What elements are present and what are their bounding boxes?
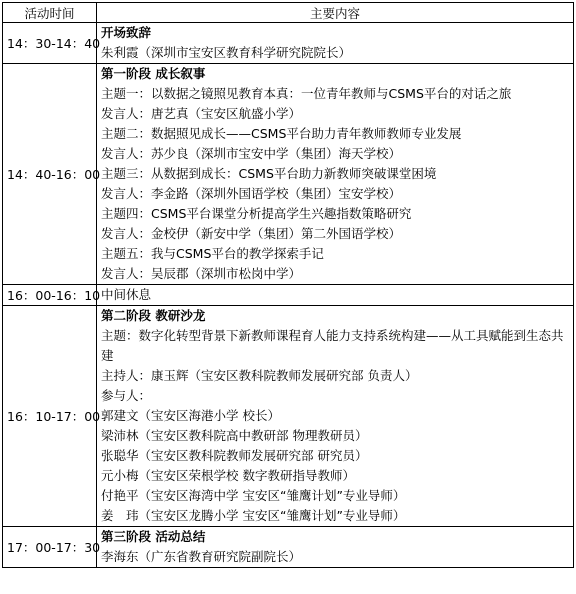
content-cell xyxy=(97,64,574,285)
content-line: 朱利霞（深圳市宝安区教育科学研究院院长） xyxy=(101,45,352,60)
participant-line: 付艳平（宝安区海湾中学 宝安区“雏鹰计划”专业导师） xyxy=(101,488,406,503)
content-line: 中间休息 xyxy=(101,287,152,302)
table-row xyxy=(3,306,574,527)
content-cell xyxy=(97,285,574,306)
participant-line: 梁沛林（宝安区教科院高中教研部 物理教研员） xyxy=(101,428,368,443)
time-cell: 16：10-17：00 xyxy=(3,306,97,527)
section-title: 第三阶段 活动总结 xyxy=(101,529,206,544)
table-row xyxy=(3,23,574,64)
section-title: 第二阶段 教研沙龙 xyxy=(101,308,206,323)
host-line: 主持人：康玉辉（宝安区教科院教师发展研究部 负责人） xyxy=(101,368,418,383)
speaker-line: 发言人：李金路（深圳外国语学校（集团）宝安学校） xyxy=(101,186,402,201)
content-cell xyxy=(97,23,574,64)
speaker-line: 发言人：苏少良（深圳市宝安中学（集团）海天学校） xyxy=(101,146,402,161)
section-title: 第一阶段 成长叙事 xyxy=(101,66,206,81)
content-line: 李海东（广东省教育研究院副院长） xyxy=(101,549,302,564)
table-row xyxy=(3,527,574,568)
time-cell: 17：00-17：30 xyxy=(3,527,97,568)
topic-line: 主题三：从数据到成长：CSMS平台助力新教师突破课堂困境 xyxy=(101,166,437,181)
topic-line: 主题五：我与CSMS平台的教学探索手记 xyxy=(101,246,324,261)
time-column-header: 活动时间 xyxy=(3,3,97,23)
speaker-line: 发言人：唐艺真（宝安区航盛小学） xyxy=(101,106,302,121)
content-cell xyxy=(97,306,574,527)
participant-line: 郭建文（宝安区海港小学 校长） xyxy=(101,408,280,423)
topic-line: 主题：数字化转型背景下新教师课程育人能力支持系统构建——从工具赋能到生态共建 xyxy=(101,328,564,363)
section-title: 开场致辞 xyxy=(101,25,152,40)
table-row xyxy=(3,64,574,285)
participants-label: 参与人： xyxy=(101,388,152,403)
time-cell: 16：00-16：10 xyxy=(3,285,97,306)
participant-line: 姜 玮（宝安区龙腾小学 宝安区“雏鹰计划”专业导师） xyxy=(101,508,406,523)
topic-line: 主题二：数据照见成长——CSMS平台助力青年教师教师专业发展 xyxy=(101,126,462,141)
speaker-line: 发言人：金校伊（新安中学（集团）第二外国语学校） xyxy=(101,226,402,241)
topic-line: 主题一：以数据之镜照见教育本真：一位青年教师与CSMS平台的对话之旅 xyxy=(101,86,512,101)
time-cell: 14：30-14：40 xyxy=(3,23,97,64)
table-header-row xyxy=(3,3,574,23)
participant-line: 张聪华（宝安区教科院教师发展研究部 研究员） xyxy=(101,448,368,463)
content-column-header: 主要内容 xyxy=(97,3,574,23)
time-cell: 14：40-16：00 xyxy=(3,64,97,285)
schedule-table xyxy=(2,2,574,568)
topic-line: 主题四：CSMS平台课堂分析提高学生兴趣指数策略研究 xyxy=(101,206,412,221)
table-row xyxy=(3,285,574,306)
participant-line: 元小梅（宝安区荣根学校 数字教研指导教师） xyxy=(101,468,355,483)
speaker-line: 发言人：吴辰郡（深圳市松岗中学） xyxy=(101,266,302,281)
content-cell xyxy=(97,527,574,568)
